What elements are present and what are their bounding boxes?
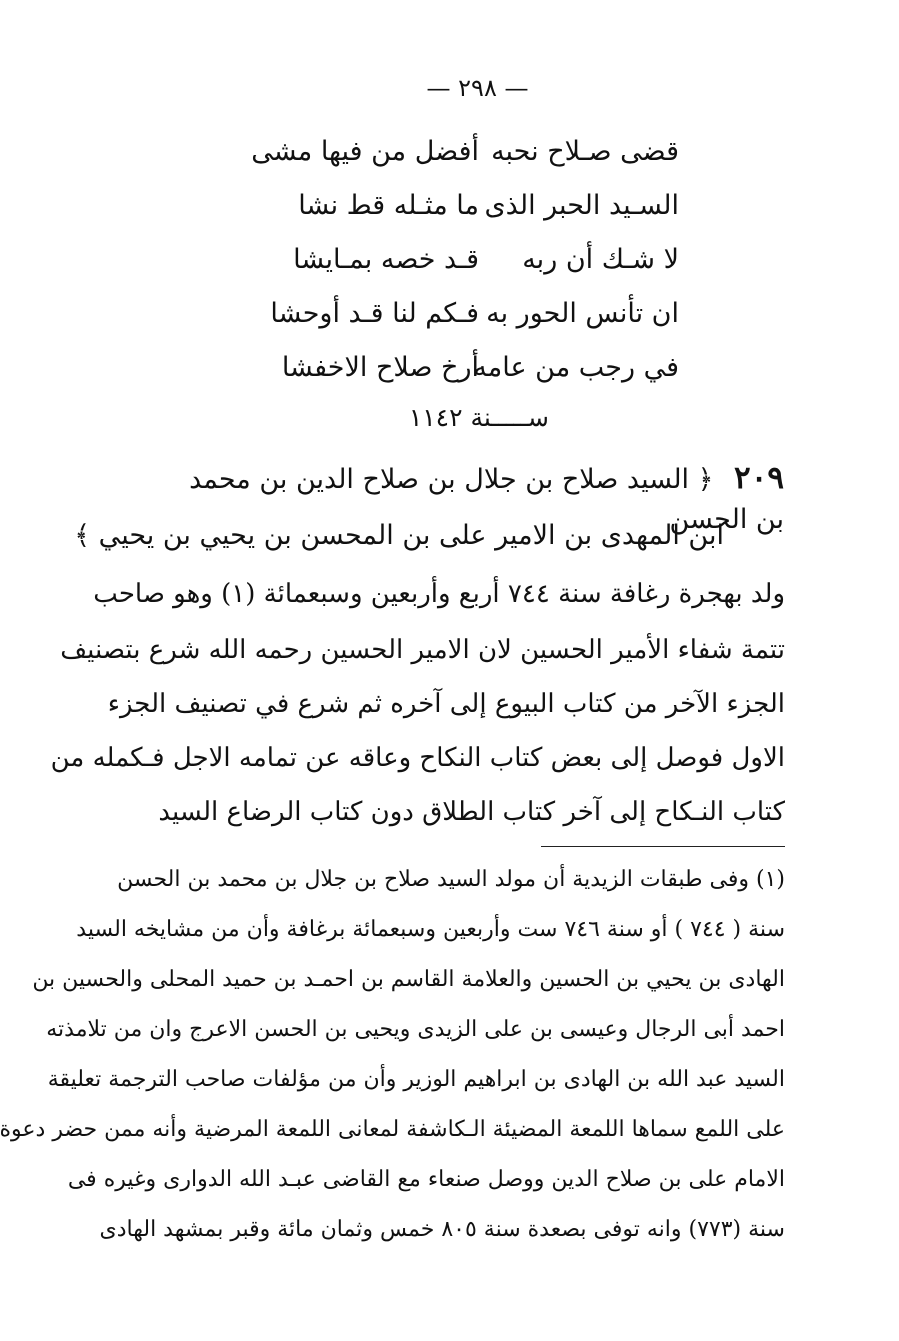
poem-verse <box>249 132 679 172</box>
poem-hemistich-first: في رجب من عامه <box>473 352 679 383</box>
footnote-line: على اللمع سماها اللمعة المضيئة الـكاشفة لمعانى اللمعة المرضية وأنه ممن حضر دعوة <box>0 1117 785 1142</box>
footnote-line: السيد عبد الله بن الهادى بن ابراهيم الوزير وأن من مؤلفات صاحب الترجمة تعليقة <box>47 1067 785 1092</box>
body-text-line: كتاب النـكاح إلى آخر كتاب الطلاق دون كتاب الرضاع السيد <box>158 797 785 827</box>
poem-hemistich-first: ان تأنس الحور به <box>486 298 679 329</box>
poem-hemistich-second: أرخ صلاح الاخفشا <box>281 352 479 383</box>
poem-date: ســـــنة ١١٤٢ <box>408 403 549 432</box>
poem-hemistich-second: أفضل من فيها مشى <box>251 136 479 167</box>
body-text-line: ولد بهجرة رغافة سنة ٧٤٤ أربع وأربعين وسبعمائة (١) وهو صاحب <box>93 579 785 609</box>
body-text-line: الاول فوصل إلى بعض كتاب النكاح وعاقه عن تمامه الاجل فـكمله من <box>50 743 785 773</box>
poem-verse <box>249 348 679 388</box>
poem-verse <box>249 186 679 226</box>
entry-heading-line-2: ابن المهدى بن الامير على بن المحسن بن يحيي بن يحيي ﴾ <box>74 520 724 551</box>
footnote-divider <box>541 846 785 847</box>
footnote-line: (١) وفى طبقات الزيدية أن مولد السيد صلاح بن جلال بن محمد بن الحسن <box>117 867 785 892</box>
body-text-line: الجزء الآخر من كتاب البيوع إلى آخره ثم شرع في تصنيف الجزء <box>107 689 785 719</box>
poem-hemistich-first: السـيد الحبر الذى <box>484 190 679 221</box>
poem-hemistich-first: قضى صـلاح نحبه <box>491 136 679 167</box>
poem-hemistich-second: ما مثـله قط نشا <box>298 190 479 221</box>
footnote-line: الامام على بن صلاح الدين ووصل صنعاء مع القاضى عبـد الله الدوارى وغيره فى <box>67 1167 785 1192</box>
body-text-line: تتمة شفاء الأمير الحسين لان الامير الحسين رحمه الله شرع بتصنيف <box>60 635 785 665</box>
entry-heading-line-1: ﴿ السيد صلاح بن جلال بن صلاح الدين بن محمد بن الحسن <box>189 464 784 535</box>
poem-hemistich-second: قـد خصه بمـايشا <box>293 244 479 275</box>
footnote-line: سنة ( ٧٤٤ ) أو سنة ٧٤٦ ست وأربعين وسبعمائة برغافة وأن من مشايخه السيد <box>76 917 785 942</box>
poem-verse <box>249 294 679 334</box>
page-number: — ٢٩٨ — <box>426 74 529 102</box>
poem-hemistich-first: لا شـك أن ربه <box>522 244 679 275</box>
footnote-line: احمد أبى الرجال وعيسى بن على الزيدى ويحيى بن الحسن الاعرج وان من تلامذته <box>46 1017 785 1042</box>
footnote-line: سنة (٧٧٣) وانه توفى بصعدة سنة ٨٠٥ خمس وثمان مائة وقبر بمشهد الهادى <box>99 1217 785 1242</box>
poem-verse <box>249 240 679 280</box>
entry-number: ٢٠٩ <box>734 460 784 496</box>
footnote-line: الهادى بن يحيي بن الحسين والعلامة القاسم بن احمـد بن حميد المحلى والحسين بن <box>32 967 785 992</box>
poem-hemistich-second: فـكم لنا قـد أوحشا <box>270 298 479 329</box>
